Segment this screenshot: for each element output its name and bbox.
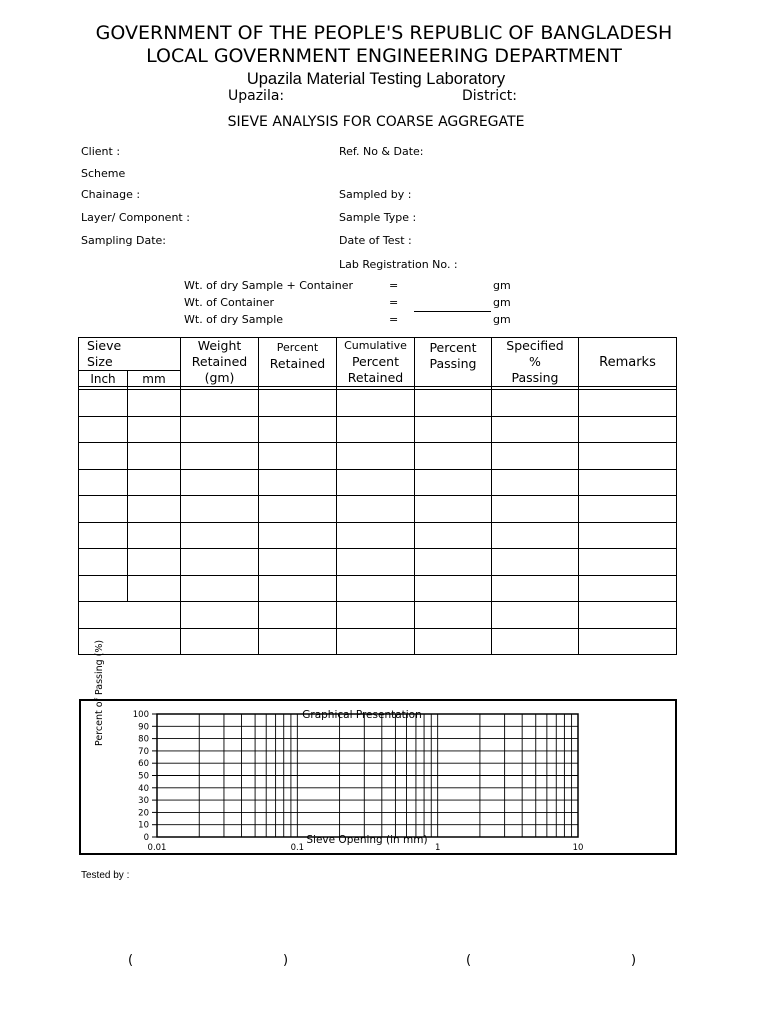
table-cell[interactable] bbox=[259, 496, 337, 523]
table-cell[interactable] bbox=[181, 575, 259, 602]
weight-label: Wt. of Container bbox=[184, 296, 275, 309]
scheme-label: Scheme bbox=[81, 167, 126, 180]
sieve-size-header bbox=[79, 338, 181, 371]
table-cell[interactable] bbox=[492, 443, 579, 470]
table-cell[interactable] bbox=[181, 469, 259, 496]
table-cell[interactable] bbox=[579, 496, 677, 523]
weight-line: (gm) bbox=[204, 370, 235, 385]
table-row bbox=[79, 416, 677, 443]
weight-unit: gm bbox=[493, 279, 511, 292]
table-cell[interactable] bbox=[579, 522, 677, 549]
table-cell[interactable] bbox=[79, 416, 128, 443]
table-cell[interactable] bbox=[181, 549, 259, 576]
weight-retained-header bbox=[181, 338, 259, 387]
weight-unit: gm bbox=[493, 296, 511, 309]
client-label: Client : bbox=[81, 145, 121, 158]
table-cell[interactable] bbox=[415, 416, 492, 443]
sieve-size-line2: Size bbox=[87, 354, 113, 369]
x-tick-label: 10 bbox=[572, 843, 584, 853]
signature-open-paren: ( bbox=[466, 953, 472, 968]
y-tick-label: 20 bbox=[138, 808, 149, 819]
weight-line: Retained bbox=[191, 354, 248, 369]
table-cell[interactable] bbox=[181, 628, 259, 655]
specified-line: Specified bbox=[506, 338, 564, 353]
table-cell[interactable] bbox=[337, 522, 415, 549]
date-of-test-label: Date of Test : bbox=[339, 234, 412, 247]
table-cell[interactable] bbox=[259, 628, 337, 655]
table-cell[interactable] bbox=[259, 416, 337, 443]
percent-retained-line: Retained bbox=[269, 356, 326, 371]
chart-xlabel: Sieve Opening (in mm) bbox=[306, 834, 428, 846]
table-cell[interactable] bbox=[128, 522, 181, 549]
mm-header: mm bbox=[128, 371, 181, 387]
table-cell[interactable] bbox=[415, 549, 492, 576]
header-row bbox=[79, 338, 677, 371]
table-cell[interactable] bbox=[181, 443, 259, 470]
weight-line: Weight bbox=[197, 338, 242, 353]
table-cell[interactable] bbox=[337, 469, 415, 496]
table-cell[interactable] bbox=[579, 416, 677, 443]
table-cell[interactable] bbox=[415, 575, 492, 602]
weight-equals: = bbox=[389, 313, 399, 326]
table-cell[interactable] bbox=[181, 522, 259, 549]
table-cell[interactable] bbox=[579, 575, 677, 602]
dept-title: LOCAL GOVERNMENT ENGINEERING DEPARTMENT bbox=[146, 45, 622, 67]
table-cell[interactable] bbox=[128, 443, 181, 470]
table-cell[interactable] bbox=[128, 416, 181, 443]
table-cell[interactable] bbox=[492, 496, 579, 523]
table-cell[interactable] bbox=[79, 390, 128, 417]
table-cell[interactable] bbox=[79, 443, 128, 470]
table-cell[interactable] bbox=[79, 522, 128, 549]
chainage-label: Chainage : bbox=[81, 188, 141, 201]
signature-close-paren: ) bbox=[631, 953, 637, 968]
table-cell[interactable] bbox=[337, 496, 415, 523]
govt-title: GOVERNMENT OF THE PEOPLE'S REPUBLIC OF BANGLADESH bbox=[95, 22, 673, 44]
table-cell[interactable] bbox=[181, 416, 259, 443]
x-tick-label: 1 bbox=[434, 843, 441, 853]
sieve-size-line1: Sieve bbox=[87, 338, 122, 353]
percent-retained-line: Percent bbox=[276, 341, 319, 354]
cumulative-header bbox=[337, 338, 415, 387]
percent-passing-header bbox=[415, 338, 492, 387]
weight-equals: = bbox=[389, 279, 399, 292]
sampling-date-label: Sampling Date: bbox=[81, 234, 166, 247]
table-cell[interactable] bbox=[128, 390, 181, 417]
y-tick-label: 30 bbox=[138, 796, 149, 807]
table-cell[interactable] bbox=[181, 602, 259, 629]
y-tick-label: 40 bbox=[138, 783, 149, 794]
table-cell[interactable] bbox=[415, 390, 492, 417]
table-cell[interactable] bbox=[259, 549, 337, 576]
table-row bbox=[79, 390, 677, 417]
ref-label: Ref. No & Date: bbox=[339, 145, 424, 158]
table-cell[interactable] bbox=[579, 549, 677, 576]
table-cell[interactable] bbox=[579, 628, 677, 655]
table-cell[interactable] bbox=[259, 522, 337, 549]
table-cell[interactable] bbox=[492, 469, 579, 496]
weight-equals: = bbox=[389, 296, 399, 309]
table-cell[interactable] bbox=[79, 575, 128, 602]
table-cell[interactable] bbox=[415, 628, 492, 655]
table-cell[interactable] bbox=[579, 602, 677, 629]
signature-open-paren: ( bbox=[128, 953, 134, 968]
table-cell[interactable] bbox=[79, 602, 181, 629]
cumulative-line: Percent bbox=[351, 354, 400, 369]
percent-passing-line: Percent bbox=[429, 340, 477, 355]
lab-title: Upazila Material Testing Laboratory bbox=[246, 70, 506, 88]
subtraction-line bbox=[414, 296, 491, 312]
table-cell[interactable] bbox=[337, 390, 415, 417]
table-cell[interactable] bbox=[259, 602, 337, 629]
y-tick-label: 80 bbox=[138, 734, 149, 745]
x-tick-label: 0.01 bbox=[147, 843, 167, 853]
table-cell[interactable] bbox=[337, 443, 415, 470]
table-cell[interactable] bbox=[128, 575, 181, 602]
sample-type-label: Sample Type : bbox=[339, 211, 417, 224]
table-cell[interactable] bbox=[579, 390, 677, 417]
table-cell[interactable] bbox=[415, 443, 492, 470]
table-cell[interactable] bbox=[181, 496, 259, 523]
y-tick-label: 0 bbox=[143, 833, 149, 843]
table-cell[interactable] bbox=[492, 390, 579, 417]
cumulative-line: Retained bbox=[347, 370, 404, 385]
table-row bbox=[79, 496, 677, 523]
percent-retained-header bbox=[259, 338, 337, 387]
y-tick-label: 10 bbox=[138, 820, 149, 831]
table-cell[interactable] bbox=[337, 549, 415, 576]
table-cell[interactable] bbox=[337, 416, 415, 443]
inch-header: Inch bbox=[79, 371, 128, 387]
tested-by-label: Tested by : bbox=[81, 870, 130, 881]
table-row bbox=[79, 549, 677, 576]
x-tick-label: 0.1 bbox=[290, 843, 305, 853]
table-cell[interactable] bbox=[259, 390, 337, 417]
table-cell[interactable] bbox=[259, 575, 337, 602]
table-cell[interactable] bbox=[128, 549, 181, 576]
sieve-table bbox=[78, 337, 677, 655]
table-cell[interactable] bbox=[579, 443, 677, 470]
table-cell[interactable] bbox=[492, 575, 579, 602]
specified-line: Passing bbox=[511, 370, 559, 385]
specified-header bbox=[492, 338, 579, 387]
table-row bbox=[79, 469, 677, 496]
y-tick-label: 60 bbox=[138, 759, 149, 770]
table-cell[interactable] bbox=[415, 496, 492, 523]
form-title: SIEVE ANALYSIS FOR COARSE AGGREGATE bbox=[227, 114, 525, 130]
table-cell[interactable] bbox=[337, 575, 415, 602]
table-cell[interactable] bbox=[492, 549, 579, 576]
table-cell[interactable] bbox=[337, 602, 415, 629]
table-cell[interactable] bbox=[579, 469, 677, 496]
layer-label: Layer/ Component : bbox=[81, 211, 190, 224]
table-cell[interactable] bbox=[259, 469, 337, 496]
table-cell[interactable] bbox=[415, 522, 492, 549]
signature-close-paren: ) bbox=[283, 953, 289, 968]
table-cell[interactable] bbox=[181, 390, 259, 417]
table-row bbox=[79, 443, 677, 470]
y-tick-label: 50 bbox=[138, 771, 149, 782]
table-cell[interactable] bbox=[415, 469, 492, 496]
remarks-header: Remarks bbox=[579, 338, 677, 387]
lab-registration-label: Lab Registration No. : bbox=[339, 258, 458, 271]
weight-unit: gm bbox=[493, 313, 511, 326]
sampled-by-label: Sampled by : bbox=[339, 188, 412, 201]
table-cell[interactable] bbox=[492, 522, 579, 549]
chart-title: Graphical Presentation bbox=[302, 709, 422, 721]
specified-line: % bbox=[529, 354, 541, 369]
table-cell[interactable] bbox=[79, 496, 128, 523]
table-row bbox=[79, 628, 677, 655]
upazila-label: Upazila: bbox=[228, 88, 285, 104]
y-tick-label: 70 bbox=[138, 746, 149, 757]
table-row bbox=[79, 522, 677, 549]
table-cell[interactable] bbox=[128, 496, 181, 523]
table-cell[interactable] bbox=[79, 549, 128, 576]
table-cell[interactable] bbox=[492, 416, 579, 443]
table-cell[interactable] bbox=[492, 602, 579, 629]
y-tick-label: 100 bbox=[132, 710, 149, 720]
table-cell[interactable] bbox=[492, 628, 579, 655]
table-cell[interactable] bbox=[259, 443, 337, 470]
weight-label: Wt. of dry Sample bbox=[184, 313, 284, 326]
chart-ylabel: Percent of Passing (%) bbox=[94, 639, 105, 746]
district-label: District: bbox=[462, 88, 518, 104]
table-cell[interactable] bbox=[337, 628, 415, 655]
table-cell[interactable] bbox=[415, 602, 492, 629]
table-row bbox=[79, 602, 677, 629]
cumulative-line: Cumulative bbox=[344, 339, 407, 352]
percent-passing-line: Passing bbox=[429, 356, 477, 371]
graph-box bbox=[79, 699, 677, 855]
y-tick-label: 90 bbox=[138, 722, 149, 733]
table-cell[interactable] bbox=[128, 469, 181, 496]
table-cell[interactable] bbox=[79, 469, 128, 496]
table-row bbox=[79, 575, 677, 602]
weight-label: Wt. of dry Sample + Container bbox=[184, 279, 354, 292]
